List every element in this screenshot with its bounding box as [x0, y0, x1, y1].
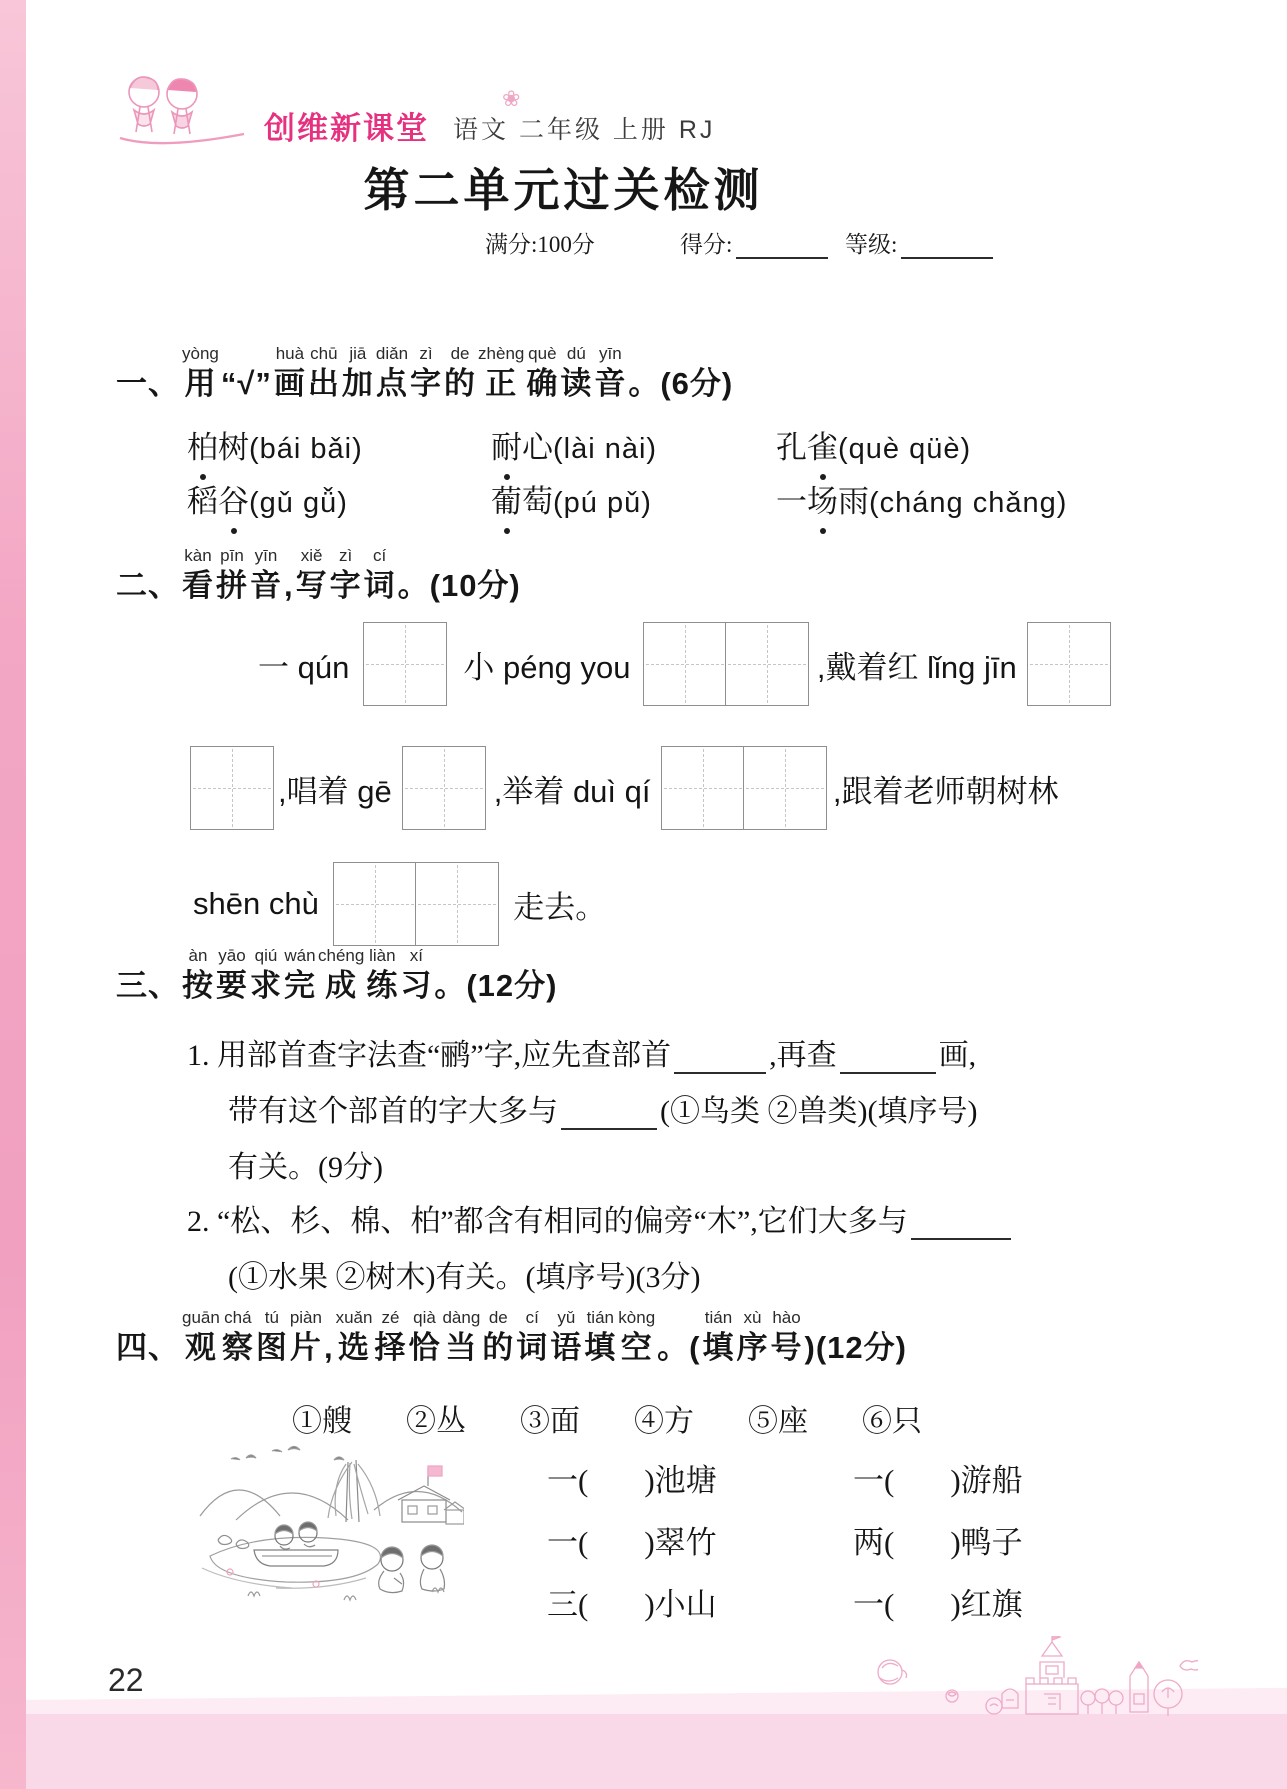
fill-item: 一( )翠竹 — [547, 1525, 717, 1560]
pinyin-annotation: dú — [566, 344, 586, 363]
heading-char: 语 — [550, 1330, 583, 1365]
pinyin-annotation — [676, 1308, 681, 1328]
heading-char: 词 — [363, 568, 396, 603]
heading-char: 习 — [400, 968, 433, 1003]
ruby-char — [221, 1308, 255, 1368]
pinyin-annotation: yòng — [182, 344, 219, 363]
ruby-char — [181, 546, 215, 606]
ruby-char — [433, 946, 558, 1006]
ruby-char — [283, 946, 317, 1006]
ruby-char — [559, 344, 593, 404]
subject-text: 语文 二年级 上册 RJ — [453, 116, 716, 144]
ruby-char — [593, 344, 627, 404]
heading-char: 择 — [374, 1330, 407, 1365]
ruby-char — [115, 946, 181, 1006]
ruby-char — [220, 344, 273, 404]
pinyin-annotation — [286, 546, 291, 566]
pinyin-annotation: pīn — [220, 546, 244, 565]
ruby-char — [249, 946, 283, 1006]
pinyin-annotation: tú — [264, 1308, 279, 1327]
heading-char: 二、 — [116, 568, 180, 603]
prompt-text: 一 qún — [258, 649, 350, 685]
write-box-group — [1027, 622, 1111, 706]
write-box-group — [402, 746, 486, 830]
ruby-char — [329, 546, 363, 606]
ruby-char — [617, 1308, 656, 1368]
heading-char: , — [323, 1330, 334, 1365]
write-box[interactable] — [743, 746, 827, 830]
write-box-group — [643, 622, 809, 706]
word-post: 雨 — [838, 484, 869, 519]
pinyin-annotation: hào — [772, 1308, 801, 1327]
pinyin-annotation — [146, 1308, 151, 1328]
ruby-char — [409, 344, 443, 404]
reading-word — [187, 476, 348, 521]
write-box[interactable] — [333, 862, 417, 946]
heading-char: 号 — [770, 1330, 803, 1365]
dotted-char: 谷 — [218, 476, 249, 521]
ruby-char — [181, 344, 220, 404]
ruby-char — [283, 546, 295, 606]
pinyin-annotation: jiā — [349, 344, 367, 363]
heading-char: “√” — [220, 366, 272, 401]
question-text: 画, — [938, 1039, 977, 1072]
heading-char: 。(6分) — [628, 366, 734, 401]
ruby-char — [307, 344, 341, 404]
write-box-group — [661, 746, 827, 830]
question-text: 1. 用部首查字法查“鹂”字,应先查部首 — [187, 1039, 672, 1072]
ruby-char — [181, 946, 215, 1006]
heading-char: 三、 — [116, 968, 180, 1003]
heading-char: , — [284, 568, 294, 603]
question-line — [187, 1030, 976, 1074]
ruby-char — [375, 344, 409, 404]
pinyin-annotation — [244, 344, 249, 364]
reading-options[interactable]: (bái bǎi) — [249, 433, 363, 465]
score-label: 得分: — [680, 226, 828, 259]
dotted-char: 耐 — [491, 422, 522, 467]
write-box[interactable] — [643, 622, 727, 706]
page-header — [110, 62, 715, 146]
ruby-char — [441, 1308, 481, 1368]
ruby-char — [373, 1308, 407, 1368]
classifier-options-row — [292, 1396, 976, 1440]
ruby-char — [477, 344, 525, 404]
write-box[interactable] — [415, 862, 499, 946]
pinyin-annotation: qiú — [254, 946, 278, 965]
pinyin-annotation: zì — [339, 546, 353, 565]
pinyin-annotation: wán — [284, 946, 316, 965]
pinyin-annotation: dàng — [442, 1308, 481, 1327]
pinyin-annotation — [146, 344, 151, 364]
pinyin-annotation: tián — [586, 1308, 614, 1327]
pinyin-annotation: xù — [743, 1308, 762, 1327]
ruby-char — [736, 1308, 770, 1368]
pinyin-annotation: chéng — [318, 946, 365, 965]
heading-char: 一、 — [116, 366, 180, 401]
ruby-char — [525, 344, 559, 404]
heading-char: 写 — [295, 568, 328, 603]
pinyin-annotation: liàn — [369, 946, 396, 965]
heading-char: )(12分) — [804, 1330, 907, 1365]
pinyin-annotation: àn — [188, 946, 208, 965]
heading-char: 填 — [702, 1330, 735, 1365]
heading-char: 加 — [341, 366, 374, 401]
reading-word — [491, 422, 657, 467]
pinyin-annotation — [146, 946, 151, 966]
write-box[interactable] — [1027, 622, 1111, 706]
ruby-char — [656, 1308, 701, 1368]
brand-text: 创维新课堂 — [264, 111, 429, 146]
dotted-char: 柏 — [187, 422, 218, 467]
write-box[interactable] — [725, 622, 809, 706]
write-box[interactable] — [190, 746, 274, 830]
pinyin-annotation: cí — [373, 546, 387, 565]
prompt-text: shēn chù — [193, 886, 319, 921]
pinyin-annotation: qià — [413, 1308, 436, 1327]
page-title: 第二单元过关检测 — [363, 164, 764, 216]
heading-char: 当 — [445, 1330, 478, 1365]
reading-options[interactable]: (pú pǔ) — [553, 487, 652, 519]
grade-label: 等级: — [845, 226, 993, 259]
fill-item: 一( )红旗 — [853, 1587, 1023, 1622]
kids-logo-icon — [110, 62, 250, 146]
answer-blank[interactable] — [840, 1041, 936, 1074]
heading-char: 序 — [736, 1330, 769, 1365]
question-text: (①鸟类 ②兽类)(填序号) — [660, 1095, 978, 1128]
write-box[interactable] — [402, 746, 486, 830]
heading-char: 空 — [620, 1330, 653, 1365]
pinyin-annotation: yīn — [254, 546, 278, 565]
heading-char: 看 — [182, 568, 214, 603]
ruby-char — [365, 946, 399, 1006]
question-text: (①水果 ②树木)有关。(填序号)(3分) — [228, 1261, 701, 1294]
pinyin-annotation: zì — [419, 344, 433, 363]
word-post: 树 — [218, 430, 249, 465]
classifier-option[interactable]: ③面 — [520, 1405, 580, 1438]
heading-char: 正 — [485, 366, 518, 401]
ruby-char — [323, 1308, 335, 1368]
prompt-text: ,唱着 gē — [278, 773, 392, 809]
write-box[interactable] — [363, 622, 447, 706]
ruby-char — [583, 1308, 617, 1368]
pinyin-annotation: yīn — [599, 344, 622, 363]
section-2-heading — [115, 546, 522, 606]
pinyin-annotation: què — [528, 344, 557, 363]
heading-char: 观 — [184, 1330, 217, 1365]
heading-char: 拼 — [216, 568, 248, 603]
ruby-char — [289, 1308, 323, 1368]
question-line — [187, 1196, 1014, 1240]
ruby-char — [770, 1308, 804, 1368]
reading-options[interactable]: (què qüè) — [838, 433, 972, 465]
heading-char: 片 — [289, 1330, 322, 1365]
heading-char: 词 — [516, 1330, 549, 1365]
pinyin-writing-row — [193, 860, 606, 948]
ruby-char — [295, 546, 329, 606]
heading-char: 确 — [526, 366, 559, 401]
fill-item: 一( )游船 — [853, 1463, 1023, 1498]
pinyin-writing-row — [190, 744, 1059, 832]
section-3-heading — [115, 946, 558, 1006]
question-line — [228, 1142, 383, 1186]
pinyin-annotation: zé — [381, 1308, 400, 1327]
ruby-char — [115, 546, 181, 606]
heading-char: 。(12分) — [434, 968, 558, 1003]
classifier-option[interactable]: ⑤座 — [748, 1405, 808, 1438]
pinyin-annotation: yāo — [218, 946, 246, 965]
word-pre: 孔 — [776, 430, 807, 465]
pinyin-annotation — [853, 1308, 858, 1328]
pinyin-annotation — [326, 1308, 331, 1328]
write-box-group — [333, 862, 499, 946]
heading-char: 选 — [338, 1330, 371, 1365]
pinyin-annotation: chá — [224, 1308, 252, 1327]
heading-char: 读 — [560, 366, 593, 401]
pinyin-annotation: yǔ — [557, 1308, 576, 1327]
pinyin-annotation: huà — [275, 344, 305, 363]
heading-char: 四、 — [116, 1330, 180, 1365]
ruby-char — [443, 344, 477, 404]
ruby-char — [627, 344, 734, 404]
bottom-band — [0, 1714, 1287, 1789]
heading-char: 。( — [657, 1330, 701, 1365]
pinyin-writing-row — [258, 620, 1111, 708]
prompt-text: ,戴着红 lǐng jīn — [816, 649, 1017, 685]
pinyin-annotation: de — [488, 1308, 508, 1327]
heading-char: 察 — [221, 1330, 254, 1365]
reading-word — [187, 422, 363, 467]
question-line — [228, 1252, 700, 1296]
heading-char: 点 — [375, 366, 408, 401]
ruby-char — [804, 1308, 908, 1368]
ruby-char — [407, 1308, 441, 1368]
pinyin-annotation: guān — [182, 1308, 220, 1327]
write-box-group — [190, 746, 274, 830]
ruby-char — [341, 344, 375, 404]
heading-char: 填 — [584, 1330, 617, 1365]
heading-char: 。(10分) — [397, 568, 521, 603]
prompt-text: ,跟着老师朝树林 — [832, 773, 1059, 809]
reading-word — [776, 476, 1067, 521]
heading-char: 恰 — [408, 1330, 441, 1365]
ruby-char — [549, 1308, 583, 1368]
prompt-text: 小 péng you — [463, 649, 631, 685]
heading-char: 音 — [250, 568, 282, 603]
pinyin-annotation: tián — [704, 1308, 733, 1327]
classifier-option[interactable]: ①艘 — [292, 1405, 352, 1438]
reading-options[interactable]: (lài nài) — [553, 433, 658, 465]
dotted-char: 雀 — [807, 422, 838, 467]
ruby-char — [215, 946, 249, 1006]
ruby-char — [397, 546, 522, 606]
ruby-char — [481, 1308, 515, 1368]
heading-char: 要 — [216, 968, 248, 1003]
pinyin-annotation: xiě — [300, 546, 323, 565]
heading-char: 成 — [325, 968, 358, 1003]
fill-item: 三( )小山 — [547, 1587, 717, 1622]
heading-char: 字 — [410, 366, 443, 401]
pinyin-annotation: diǎn — [375, 344, 409, 363]
ruby-char — [115, 344, 181, 404]
answer-blank[interactable] — [561, 1097, 657, 1130]
classifier-option[interactable]: ④方 — [634, 1405, 694, 1438]
ruby-char — [335, 1308, 374, 1368]
reading-options[interactable]: (cháng chǎng) — [869, 487, 1068, 519]
ruby-char — [181, 1308, 221, 1368]
prompt-text: 走去。 — [513, 889, 607, 925]
ruby-char — [273, 344, 307, 404]
pinyin-annotation: piàn — [289, 1308, 322, 1327]
ruby-char — [249, 546, 283, 606]
fill-item: 两( )鸭子 — [853, 1525, 1023, 1560]
pinyin-annotation: kàn — [184, 546, 212, 565]
question-line — [228, 1086, 977, 1130]
fill-item: 一( )池塘 — [547, 1463, 717, 1498]
write-box-group — [363, 622, 447, 706]
heading-char: 出 — [307, 366, 340, 401]
score-line — [0, 226, 1287, 260]
max-score-label: 满分:100分 — [485, 232, 595, 257]
flower-decoration-icon: ❀ — [502, 86, 521, 111]
heading-char: 音 — [594, 366, 627, 401]
pinyin-annotation — [457, 546, 462, 566]
pinyin-annotation: xuǎn — [335, 1308, 373, 1327]
heading-char: 的 — [444, 366, 477, 401]
question-text: 带有这个部首的字大多与 — [228, 1095, 558, 1128]
classifier-option[interactable]: ②丛 — [406, 1405, 466, 1438]
question-text: 有关。(9分) — [228, 1151, 383, 1184]
pinyin-annotation: de — [450, 344, 470, 363]
word-pre: 稻 — [187, 484, 218, 519]
dotted-char: 场 — [807, 476, 838, 521]
reading-word — [776, 422, 971, 467]
classifier-option[interactable]: ⑥只 — [862, 1405, 922, 1438]
answer-blank[interactable] — [911, 1207, 1011, 1240]
write-box[interactable] — [661, 746, 745, 830]
pinyin-annotation — [494, 946, 499, 966]
word-post: 心 — [522, 430, 553, 465]
heading-char: 按 — [182, 968, 214, 1003]
dotted-char: 葡 — [491, 476, 522, 521]
heading-char: 图 — [255, 1330, 288, 1365]
pond-scene-illustration — [196, 1438, 464, 1618]
reading-options[interactable]: (gǔ gǚ) — [249, 487, 348, 519]
heading-char: 用 — [184, 366, 217, 401]
ruby-char — [255, 1308, 289, 1368]
pinyin-annotation — [146, 546, 151, 566]
reading-word — [491, 476, 652, 521]
heading-char: 的 — [482, 1330, 515, 1365]
question-text: ,再查 — [769, 1039, 837, 1072]
pinyin-annotation: zhèng — [478, 344, 525, 363]
ruby-char — [317, 946, 365, 1006]
section-1-heading — [115, 344, 734, 404]
word-post: 萄 — [522, 484, 553, 519]
left-pink-border — [0, 0, 26, 1789]
heading-char: 字 — [329, 568, 362, 603]
ruby-char — [702, 1308, 736, 1368]
ruby-char — [215, 546, 249, 606]
ruby-char — [399, 946, 433, 1006]
word-pre: 一 — [776, 484, 807, 519]
pinyin-annotation: cí — [525, 1308, 539, 1327]
grade-blank[interactable] — [901, 234, 993, 259]
score-blank[interactable] — [736, 234, 828, 259]
ruby-char — [515, 1308, 549, 1368]
pinyin-annotation — [678, 344, 683, 364]
pinyin-annotation: chū — [310, 344, 338, 363]
answer-blank[interactable] — [674, 1041, 766, 1074]
question-text: 2. “松、杉、棉、柏”都含有相同的偏旁“木”,它们大多与 — [187, 1205, 908, 1238]
heading-char: 求 — [250, 968, 282, 1003]
heading-char: 完 — [284, 968, 316, 1003]
heading-char: 画 — [273, 366, 306, 401]
prompt-text: ,举着 duì qí — [493, 773, 651, 809]
ruby-char — [363, 546, 397, 606]
footer-castle-decoration-icon — [868, 1636, 1198, 1720]
page-number: 22 — [108, 1662, 144, 1698]
heading-char: 练 — [366, 968, 399, 1003]
pinyin-annotation: xí — [409, 946, 423, 965]
pinyin-annotation: kòng — [618, 1308, 656, 1327]
ruby-char — [115, 1308, 181, 1368]
section-4-heading — [115, 1308, 908, 1368]
